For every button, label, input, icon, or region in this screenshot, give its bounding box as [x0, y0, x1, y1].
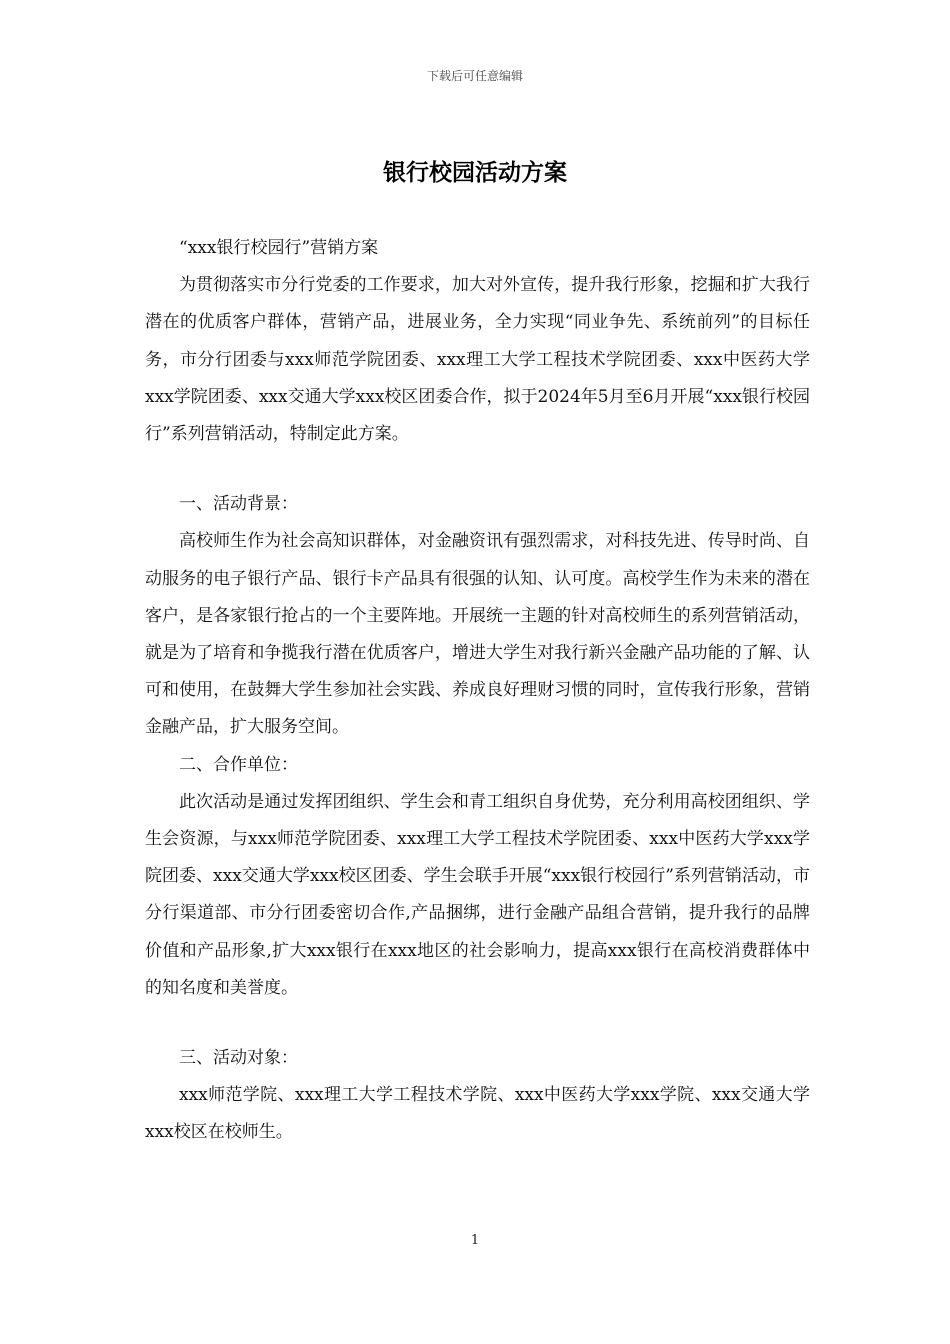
- partners-paragraph: 此次活动是通过发挥团组织、学生会和青工组织自身优势，充分利用高校团组织、学生会资源，与xxx师范学院团委、xxx理工大学工程技术学院团委、xxx中医药大学xxx学院团委、xxx交通大学xxx校区团委、学生会联手开展“xxx银行校园行”系列营销活动，市分行渠道部、市分行团委密切合作,产品捆绑，进行金融产品组合营销，提升我行的品牌价值和产品形象,扩大xxx银行在xxx地区的社会影响力，提高xxx银行在高校消费群体中的知名度和美誉度。: [145, 791, 810, 998]
- document-title: 银行校园活动方案: [383, 160, 567, 186]
- subtitle-paragraph: “xxx银行校园行”营销方案: [179, 238, 379, 258]
- section-heading-partners: 二、合作单位：: [179, 754, 298, 775]
- section-heading-background: 一、活动背景：: [179, 494, 298, 515]
- audience-paragraph: xxx师范学院、xxx理工大学工程技术学院、xxx中医药大学xxx学院、xxx交通大学xxx校区在校师生。: [145, 1085, 810, 1143]
- page-header-note: 下载后可任意编辑: [426, 69, 523, 83]
- document-body: [145, 230, 810, 1152]
- background-paragraph: 高校师生作为社会高知识群体，对金融资讯有强烈需求，对科技先进、传导时尚、自动服务的电子银行产品、银行卡产品具有很强的认知、认可度。高校学生作为未来的潜在客户，是各家银行抢占的一个主要阵地。开展统一主题的针对高校师生的系列营销活动，就是为了培育和争揽我行潜在优质客户，增进大学生对我行新兴金融产品功能的了解、认可和使用，在鼓舞大学生参加社会实践、养成良好理财习惯的同时，宣传我行形象，营销金融产品，扩大服务空间。: [145, 531, 810, 738]
- section-heading-audience: 三、活动对象：: [179, 1048, 298, 1069]
- intro-paragraph: 为贯彻落实市分行党委的工作要求，加大对外宣传，提升我行形象，挖掘和扩大我行潜在的优质客户群体，营销产品，进展业务，全力实现“同业争先、系统前列”的目标任务，市分行团委与xxx师范学院团委、xxx理工大学工程技术学院团委、xxx中医药大学xxx学院团委、xxx交通大学xxx校区团委合作，拟于2024年5月至6月开展“xxx银行校园行”系列营销活动，特制定此方案。: [145, 275, 810, 445]
- page-number: 1: [470, 1233, 480, 1248]
